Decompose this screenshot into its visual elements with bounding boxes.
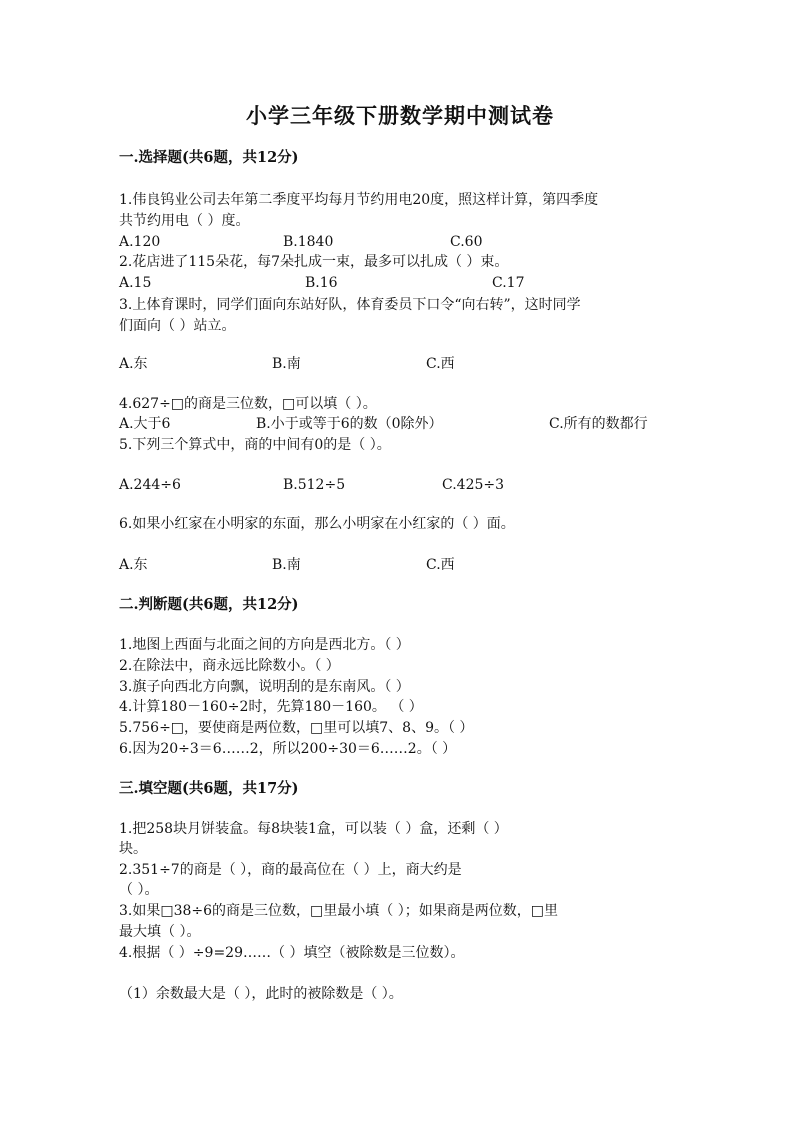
question-2-option-a: A.15: [119, 275, 152, 291]
question-3-line-2: 们面向（ ）站立。: [119, 318, 236, 334]
question-6-line-1: 6.如果小红家在小明家的东面，那么小明家在小红家的（ ）面。: [119, 516, 515, 532]
question-2-line-1: 2.花店进了115朵花，每7朵扎成一束，最多可以扎成（ ）束。: [119, 254, 509, 270]
question-6-option-b: B.南: [272, 557, 301, 573]
question-1-option-b: B.1840: [283, 234, 334, 250]
judgement-item-5: 5.756÷□，要使商是两位数，□里可以填7、8、9。（ ）: [119, 720, 474, 736]
question-4-line-1: 4.627÷□的商是三位数，□可以填（ ）。: [119, 396, 377, 412]
question-2-option-b: B.16: [305, 275, 338, 291]
judgement-item-4: 4.计算180－160÷2时，先算180－160。 （ ）: [119, 699, 423, 715]
fill-question-3-line-2: 最大填（ ）。: [119, 924, 201, 940]
question-3-line-1: 3.上体育课时，同学们面向东站好队，体育委员下口令“向右转”，这时同学: [119, 297, 581, 313]
question-5-option-a: A.244÷6: [119, 477, 181, 493]
question-6-option-c: C.西: [426, 557, 455, 573]
judgement-item-3: 3.旗子向西北方向飘，说明刮的是东南风。（ ）: [119, 679, 410, 695]
question-1-line-2: 共节约用电（ ）度。: [119, 213, 250, 229]
fill-question-2-line-1: 2.351÷7的商是（ ），商的最高位在（ ）上，商大约是: [119, 862, 462, 878]
question-4-option-c: C.所有的数都行: [549, 416, 648, 432]
fill-question-4-sub-1: （1）余数最大是（ ），此时的被除数是（ ）。: [119, 986, 403, 1002]
question-1-option-a: A.120: [119, 234, 161, 250]
question-1-option-c: C.60: [450, 234, 483, 250]
question-3-option-c: C.西: [426, 356, 455, 372]
question-1-line-1: 1.伟良钨业公司去年第二季度平均每月节约用电20度，照这样计算，第四季度: [119, 192, 599, 208]
section-heading-choice: 一.选择题(共6题，共12分): [119, 149, 299, 166]
question-5-option-b: B.512÷5: [283, 477, 346, 493]
fill-question-3-line-1: 3.如果□38÷6的商是三位数，□里最小填（ ）；如果商是两位数，□里: [119, 903, 558, 919]
section-heading-judgement: 二.判断题(共6题，共12分): [119, 596, 299, 613]
question-5-line-1: 5.下列三个算式中，商的中间有0的是（ ）。: [119, 437, 391, 453]
judgement-item-2: 2.在除法中，商永远比除数小。（ ）: [119, 658, 340, 674]
question-2-option-c: C.17: [492, 275, 525, 291]
section-heading-fill-blank: 三.填空题(共6题，共17分): [119, 780, 299, 797]
question-5-option-c: C.425÷3: [442, 477, 505, 493]
judgement-item-6: 6.因为20÷3＝6……2，所以200÷30＝6……2。（ ）: [119, 741, 457, 757]
question-6-option-a: A.东: [119, 557, 148, 573]
fill-question-1-line-1: 1.把258块月饼装盒。每8块装1盒，可以装（ ）盒，还剩（ ）: [119, 821, 508, 837]
fill-question-4-line-1: 4.根据（ ）÷9=29……（ ）填空（被除数是三位数）。: [119, 945, 465, 961]
question-4-option-b: B.小于或等于6的数（0除外）: [256, 416, 443, 432]
question-3-option-a: A.东: [119, 356, 148, 372]
question-3-option-b: B.南: [272, 356, 301, 372]
judgement-item-1: 1.地图上西面与北面之间的方向是西北方。（ ）: [119, 637, 410, 653]
question-4-option-a: A.大于6: [119, 416, 171, 432]
page-title: 小学三年级下册数学期中测试卷: [246, 103, 554, 128]
fill-question-2-line-2: （ ）。: [119, 882, 159, 898]
fill-question-1-line-2: 块。: [119, 841, 147, 857]
